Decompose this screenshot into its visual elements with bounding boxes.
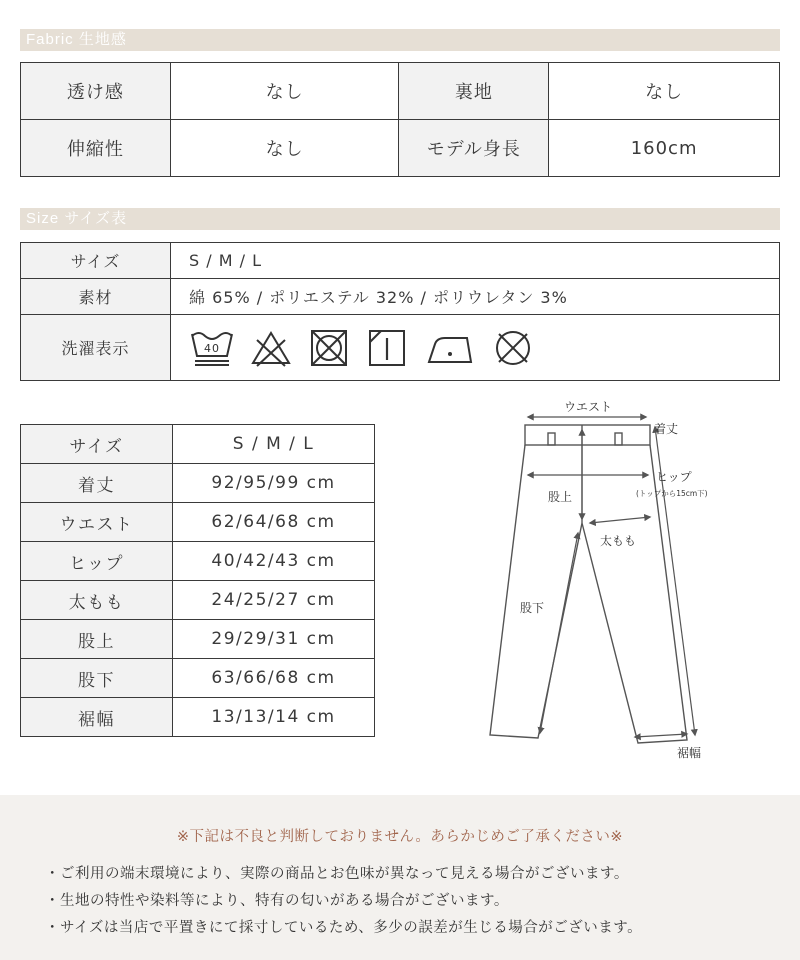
- size-info-table: [20, 242, 780, 381]
- inseam-label: 股下: [520, 601, 545, 615]
- low-iron-icon: [423, 328, 477, 368]
- fabric-label: 伸縮性: [21, 120, 171, 177]
- table-row: [21, 464, 375, 503]
- measure-label: 着丈: [21, 464, 173, 503]
- measure-value: 40/42/43 cm: [173, 542, 375, 581]
- fabric-value: なし: [170, 63, 399, 120]
- table-row: [21, 243, 780, 279]
- wash-temperature: 40: [204, 341, 220, 355]
- size-section-header: Size サイズ表: [20, 208, 780, 230]
- notes-section: [0, 795, 800, 960]
- column-header: サイズ: [21, 425, 173, 464]
- measure-label: 股上: [21, 620, 173, 659]
- care-icons: [189, 328, 779, 368]
- no-dry-clean-icon: [491, 328, 535, 368]
- list-item: ・ご利用の端末環境により、実際の商品とお色味が異なって見える場合がございます。: [45, 866, 629, 882]
- care-label: 洗濯表示: [21, 315, 171, 381]
- measure-label: ウエスト: [21, 503, 173, 542]
- measure-value: 63/66/68 cm: [173, 659, 375, 698]
- fabric-value: 160cm: [549, 120, 780, 177]
- column-header: S / M / L: [173, 425, 375, 464]
- fabric-label: モデル身長: [399, 120, 549, 177]
- thigh-label: 太もも: [600, 534, 637, 548]
- fabric-section-header: Fabric 生地感: [20, 29, 780, 51]
- fabric-label: 裏地: [399, 63, 549, 120]
- table-header-row: [21, 425, 375, 464]
- care-icons-cell: [171, 315, 780, 381]
- table-row: [21, 581, 375, 620]
- measure-label: ヒップ: [21, 542, 173, 581]
- table-row: [21, 63, 780, 120]
- size-value: S / M / L: [171, 243, 780, 279]
- measure-arrows: [528, 417, 695, 737]
- pants-diagram: [470, 395, 770, 775]
- table-row: [21, 698, 375, 737]
- table-row: [21, 620, 375, 659]
- drip-dry-shade-icon: [365, 328, 409, 368]
- notes-heading: ※下記は不良と判断しておりません。あらかじめご了承ください※: [176, 829, 624, 845]
- material-label: 素材: [21, 279, 171, 315]
- table-row: [21, 279, 780, 315]
- hip-note: (トップから15cm下): [636, 489, 708, 498]
- measure-label: 裾幅: [21, 698, 173, 737]
- measure-value: 62/64/68 cm: [173, 503, 375, 542]
- length-label: 着丈: [654, 422, 679, 436]
- table-row: [21, 542, 375, 581]
- measure-value: 92/95/99 cm: [173, 464, 375, 503]
- size-label: サイズ: [21, 243, 171, 279]
- rise-label: 股上: [548, 490, 573, 504]
- table-row: [21, 659, 375, 698]
- measure-value: 29/29/31 cm: [173, 620, 375, 659]
- table-row: [21, 120, 780, 177]
- measure-value: 24/25/27 cm: [173, 581, 375, 620]
- measure-label: 股下: [21, 659, 173, 698]
- fabric-table: [20, 62, 780, 177]
- hip-label: ヒップ: [656, 470, 692, 484]
- measure-label: 太もも: [21, 581, 173, 620]
- no-bleach-icon: [249, 328, 293, 368]
- table-row: [21, 315, 780, 381]
- table-row: [21, 503, 375, 542]
- fabric-value: なし: [549, 63, 780, 120]
- wash-40-icon: [189, 328, 235, 368]
- fabric-label: 透け感: [21, 63, 171, 120]
- no-tumble-dry-icon: [307, 328, 351, 368]
- list-item: ・サイズは当店で平置きにて採寸しているため、多少の誤差が生じる場合がございます。: [45, 920, 643, 936]
- list-item: ・生地の特性や染料等により、特有の匂いがある場合がございます。: [45, 893, 509, 909]
- fabric-value: なし: [170, 120, 399, 177]
- measure-value: 13/13/14 cm: [173, 698, 375, 737]
- hem-label: 裾幅: [677, 746, 702, 760]
- measurements-table: [20, 424, 375, 737]
- waist-label: ウエスト: [563, 400, 613, 414]
- material-value: 綿 65% / ポリエステル 32% / ポリウレタン 3%: [171, 279, 780, 315]
